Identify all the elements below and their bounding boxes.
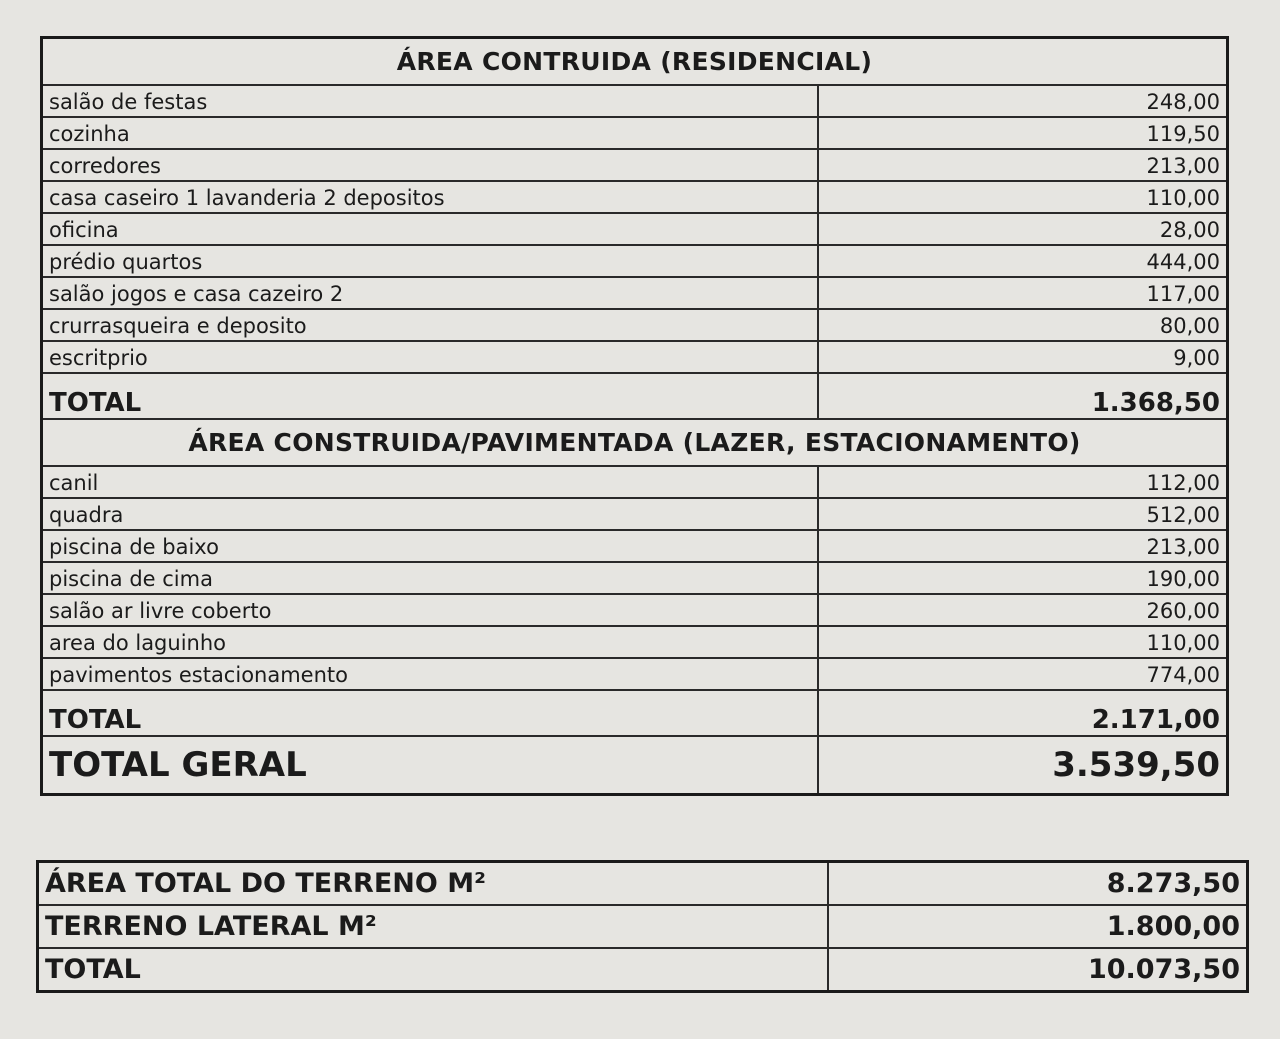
row-label: piscina de baixo bbox=[42, 530, 818, 562]
row-value: 110,00 bbox=[818, 181, 1228, 213]
row-value: 260,00 bbox=[818, 594, 1228, 626]
table-row bbox=[42, 498, 1228, 530]
leisure-section-header bbox=[42, 419, 1228, 466]
land-row-label: ÁREA TOTAL DO TERRENO M² bbox=[38, 862, 828, 906]
row-value: 9,00 bbox=[818, 341, 1228, 373]
grand-total-value: 3.539,50 bbox=[818, 736, 1228, 795]
land-row-value: 8.273,50 bbox=[828, 862, 1248, 906]
leisure-total-row bbox=[42, 690, 1228, 736]
table-row bbox=[42, 341, 1228, 373]
table-row bbox=[42, 213, 1228, 245]
row-label: oficina bbox=[42, 213, 818, 245]
table-row bbox=[42, 117, 1228, 149]
row-value: 444,00 bbox=[818, 245, 1228, 277]
row-value: 512,00 bbox=[818, 498, 1228, 530]
row-label: cozinha bbox=[42, 117, 818, 149]
row-value: 110,00 bbox=[818, 626, 1228, 658]
total-value: 2.171,00 bbox=[818, 690, 1228, 736]
row-value: 213,00 bbox=[818, 149, 1228, 181]
table-row bbox=[42, 594, 1228, 626]
table-row bbox=[42, 309, 1228, 341]
row-label: pavimentos estacionamento bbox=[42, 658, 818, 690]
row-value: 248,00 bbox=[818, 85, 1228, 117]
total-value: 1.368,50 bbox=[818, 373, 1228, 419]
row-value: 117,00 bbox=[818, 277, 1228, 309]
total-label: TOTAL bbox=[42, 373, 818, 419]
land-row-label: TERRENO LATERAL M² bbox=[38, 905, 828, 948]
row-value: 119,50 bbox=[818, 117, 1228, 149]
row-label: casa caseiro 1 lavanderia 2 depositos bbox=[42, 181, 818, 213]
residential-title: ÁREA CONTRUIDA (RESIDENCIAL) bbox=[42, 38, 1228, 86]
row-value: 28,00 bbox=[818, 213, 1228, 245]
table-row bbox=[42, 181, 1228, 213]
residential-total-row bbox=[42, 373, 1228, 419]
total-label: TOTAL bbox=[42, 690, 818, 736]
row-label: salão jogos e casa cazeiro 2 bbox=[42, 277, 818, 309]
row-value: 774,00 bbox=[818, 658, 1228, 690]
table-row bbox=[42, 626, 1228, 658]
land-row-label: TOTAL bbox=[38, 948, 828, 992]
residential-section-header bbox=[42, 38, 1228, 86]
row-label: quadra bbox=[42, 498, 818, 530]
row-label: area do laguinho bbox=[42, 626, 818, 658]
table-row bbox=[38, 905, 1248, 948]
row-label: piscina de cima bbox=[42, 562, 818, 594]
table-row bbox=[42, 530, 1228, 562]
row-label: salão de festas bbox=[42, 85, 818, 117]
table-row bbox=[42, 562, 1228, 594]
row-label: corredores bbox=[42, 149, 818, 181]
row-label: prédio quartos bbox=[42, 245, 818, 277]
table-row bbox=[38, 948, 1248, 992]
land-area-table bbox=[36, 860, 1249, 993]
table-row bbox=[42, 466, 1228, 498]
table-row bbox=[38, 862, 1248, 906]
row-label: crurrasqueira e deposito bbox=[42, 309, 818, 341]
grand-total-row bbox=[42, 736, 1228, 795]
row-value: 80,00 bbox=[818, 309, 1228, 341]
row-label: salão ar livre coberto bbox=[42, 594, 818, 626]
row-label: escritprio bbox=[42, 341, 818, 373]
table-row bbox=[42, 245, 1228, 277]
table-row bbox=[42, 658, 1228, 690]
land-row-value: 10.073,50 bbox=[828, 948, 1248, 992]
row-label: canil bbox=[42, 466, 818, 498]
row-value: 112,00 bbox=[818, 466, 1228, 498]
table-row bbox=[42, 149, 1228, 181]
grand-total-label: TOTAL GERAL bbox=[42, 736, 818, 795]
built-area-table bbox=[40, 36, 1229, 796]
land-row-value: 1.800,00 bbox=[828, 905, 1248, 948]
table-row bbox=[42, 85, 1228, 117]
row-value: 190,00 bbox=[818, 562, 1228, 594]
row-value: 213,00 bbox=[818, 530, 1228, 562]
table-row bbox=[42, 277, 1228, 309]
leisure-title: ÁREA CONSTRUIDA/PAVIMENTADA (LAZER, ESTACIONAMENTO) bbox=[42, 419, 1228, 466]
